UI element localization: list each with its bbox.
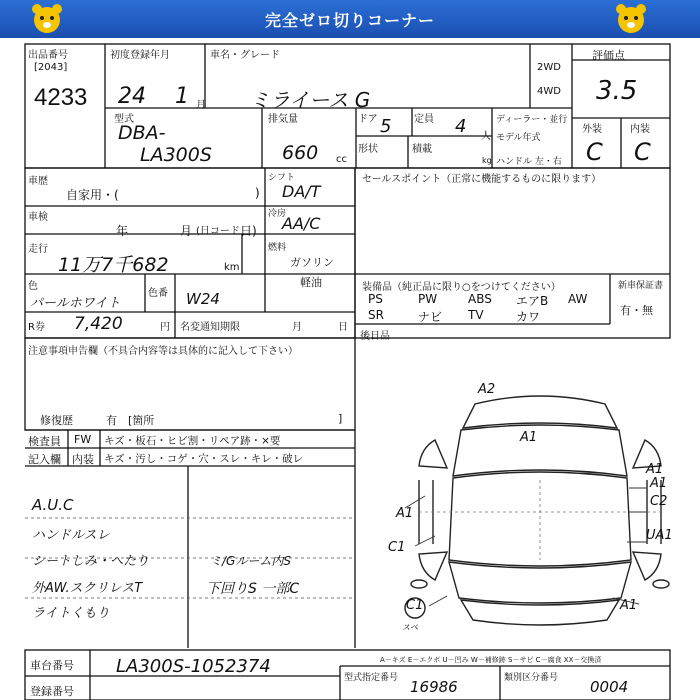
equipment-item: PS	[368, 292, 383, 306]
int-grade: C	[634, 138, 651, 166]
load-label: 積載	[412, 144, 432, 155]
disp-label: 排気量	[268, 114, 298, 125]
disp-unit: cc	[336, 154, 347, 165]
disp-value: 660	[282, 142, 319, 164]
reg-no-label: 登録番号	[30, 685, 74, 698]
damage-mark: スペ	[402, 623, 418, 632]
cap-unit: 人	[481, 131, 491, 142]
shift-label: シフト	[268, 173, 296, 183]
car-diagram	[395, 384, 685, 640]
repair-bracket: [箇所	[128, 414, 155, 427]
shaken-month: 月	[180, 224, 193, 238]
comment-right-1: ミ/Gルーム内S	[210, 554, 291, 568]
comment-right-2: 下回りS 一部C	[206, 581, 300, 597]
door-value: 5	[380, 116, 392, 137]
comment-line-4: 外AW.スクリレスT	[32, 581, 143, 596]
damage-mark: A1	[620, 598, 638, 613]
type-no-value: 16986	[410, 678, 458, 696]
inspector-label-2: 記入欄	[28, 453, 61, 466]
lot-number: 4233	[34, 84, 88, 111]
damage-mark: C2	[650, 494, 668, 509]
cap-value: 4	[455, 116, 467, 137]
shift-value: DA/T	[282, 182, 321, 201]
ext-label: 外装	[582, 124, 602, 135]
color-label: 色	[28, 281, 38, 292]
equipment-item: エアB	[516, 294, 549, 308]
chassis-value: LA300S-1052374	[116, 656, 271, 677]
equipment-label: 装備品（純正品に限り○をつけてください）	[362, 282, 561, 293]
damage-legend: A－キズ E－エクボ U－凹み W－補修跡 S－サビ C－腐食 XX－交換済	[380, 656, 602, 664]
model-label: 型式	[114, 114, 134, 125]
ext-grade: C	[586, 138, 603, 166]
banner-title: 完全ゼロ切りコーナー	[264, 11, 435, 30]
comment-line-2: ハンドルスレ	[32, 528, 110, 543]
handle-label: ハンドル 左・右	[496, 157, 562, 167]
fw-items: キズ・板石・ヒビ割・リペア跡・×要	[104, 435, 281, 447]
month-unit: 月	[196, 100, 206, 111]
equipment-item: AW	[568, 292, 588, 306]
damage-mark: A1	[650, 476, 668, 491]
inspector-label-1: 検査員	[28, 435, 61, 448]
fw-label: FW	[74, 433, 92, 446]
repair-value: 有	[106, 414, 117, 427]
car-name: ミライース G	[250, 88, 371, 112]
int-check-items: キズ・汚し・コゲ・穴・スレ・キレ・破レ	[104, 453, 304, 465]
damage-mark: A1	[646, 462, 664, 477]
chassis-label: 車台番号	[30, 659, 74, 672]
type-no-label: 型式指定番号	[344, 673, 399, 683]
shaken-label: 車検	[28, 212, 48, 223]
warranty-label: 新車保証書	[618, 281, 664, 291]
dealer-label: ディーラー・並行	[496, 115, 568, 125]
grade-label: 評価点	[592, 49, 625, 62]
warranty-value: 有・無	[620, 304, 653, 317]
color-no: W24	[186, 290, 220, 308]
top-banner	[0, 0, 700, 38]
repair-close: ]	[338, 412, 343, 425]
model-year-label: モデル年式	[496, 133, 541, 143]
equipment-item: SR	[368, 308, 384, 322]
drive-2wd: 2WD	[537, 62, 561, 73]
history-label: 車歴	[28, 176, 48, 187]
comment-line-1: A.U.C	[32, 496, 74, 514]
damage-mark: C1	[388, 540, 406, 555]
mileage-unit: km	[224, 262, 240, 273]
shaken-year: 年	[116, 224, 129, 238]
fuel-label: 燃料	[268, 243, 287, 253]
comment-line-5: ライトくもり	[32, 606, 110, 621]
grade-value: 3.5	[596, 76, 638, 106]
mileage-value: 11万7千682	[58, 254, 169, 276]
nc-day: 日	[338, 322, 348, 333]
model-line1: DBA-	[118, 122, 166, 144]
damage-mark: C1	[406, 598, 424, 613]
fuel-diesel: 軽油	[300, 276, 322, 289]
drive-4wd: 4WD	[537, 86, 561, 97]
int-check-label: 内装	[72, 453, 94, 466]
reg-label: 初度登録年月	[110, 50, 170, 61]
bear-mascot-icon	[614, 2, 648, 36]
ac-label: 冷房	[268, 209, 287, 219]
name-change-label: 名変通知期限	[180, 322, 240, 333]
car-label: 車名・グレード	[210, 50, 280, 61]
repair-label: 修復歴	[40, 414, 73, 427]
nc-month: 月	[292, 322, 302, 333]
equipment-item: カワ	[516, 310, 541, 324]
cap-label: 定員	[414, 114, 434, 125]
class-no-value: 0004	[590, 678, 629, 696]
class-no-label: 類別区分番号	[504, 673, 559, 683]
damage-mark: A1	[520, 430, 538, 445]
lot-small: [2043]	[34, 62, 68, 73]
history-value: 自家用・(	[66, 188, 119, 202]
equipment-item: ABS	[468, 292, 492, 306]
reg-month: 1	[175, 84, 189, 109]
damage-mark: A1	[396, 506, 414, 521]
shape-label: 形状	[358, 144, 378, 155]
lot-label: 出品番号	[28, 50, 68, 61]
equipment-item: TV	[468, 308, 484, 322]
model-line2: LA300S	[140, 144, 212, 166]
comment-line-3: シートしみ・へたり	[32, 554, 150, 569]
history-close: )	[255, 186, 260, 200]
damage-mark: A2	[478, 382, 496, 397]
recycle-label: R券	[28, 322, 45, 333]
ac-value: AA/C	[282, 214, 321, 233]
load-unit: kg	[482, 156, 492, 165]
recycle-value: 7,420	[74, 314, 123, 334]
color-no-label: 色番	[148, 288, 168, 299]
sales-label: セールスポイント（正常に機能するものに限ります）	[362, 174, 602, 185]
shaken-code: (日コード	[196, 226, 240, 237]
back-item-label: 後日品	[360, 331, 390, 342]
int-label: 内装	[630, 124, 650, 135]
recycle-unit: 円	[160, 322, 170, 333]
damage-mark: UA1	[646, 528, 673, 543]
shaken-day: 日)	[240, 224, 257, 238]
color-value: パールホワイト	[30, 296, 121, 311]
reg-year: 24	[118, 84, 146, 109]
door-label: ドア	[358, 114, 378, 125]
mileage-label: 走行	[28, 244, 48, 255]
fuel-gas: ガソリン	[290, 256, 334, 269]
equipment-item: PW	[418, 292, 438, 306]
notes-label: 注意事項申告欄（不具合内容等は具体的に記入して下さい）	[28, 346, 298, 357]
equipment-item: ナビ	[418, 310, 443, 324]
